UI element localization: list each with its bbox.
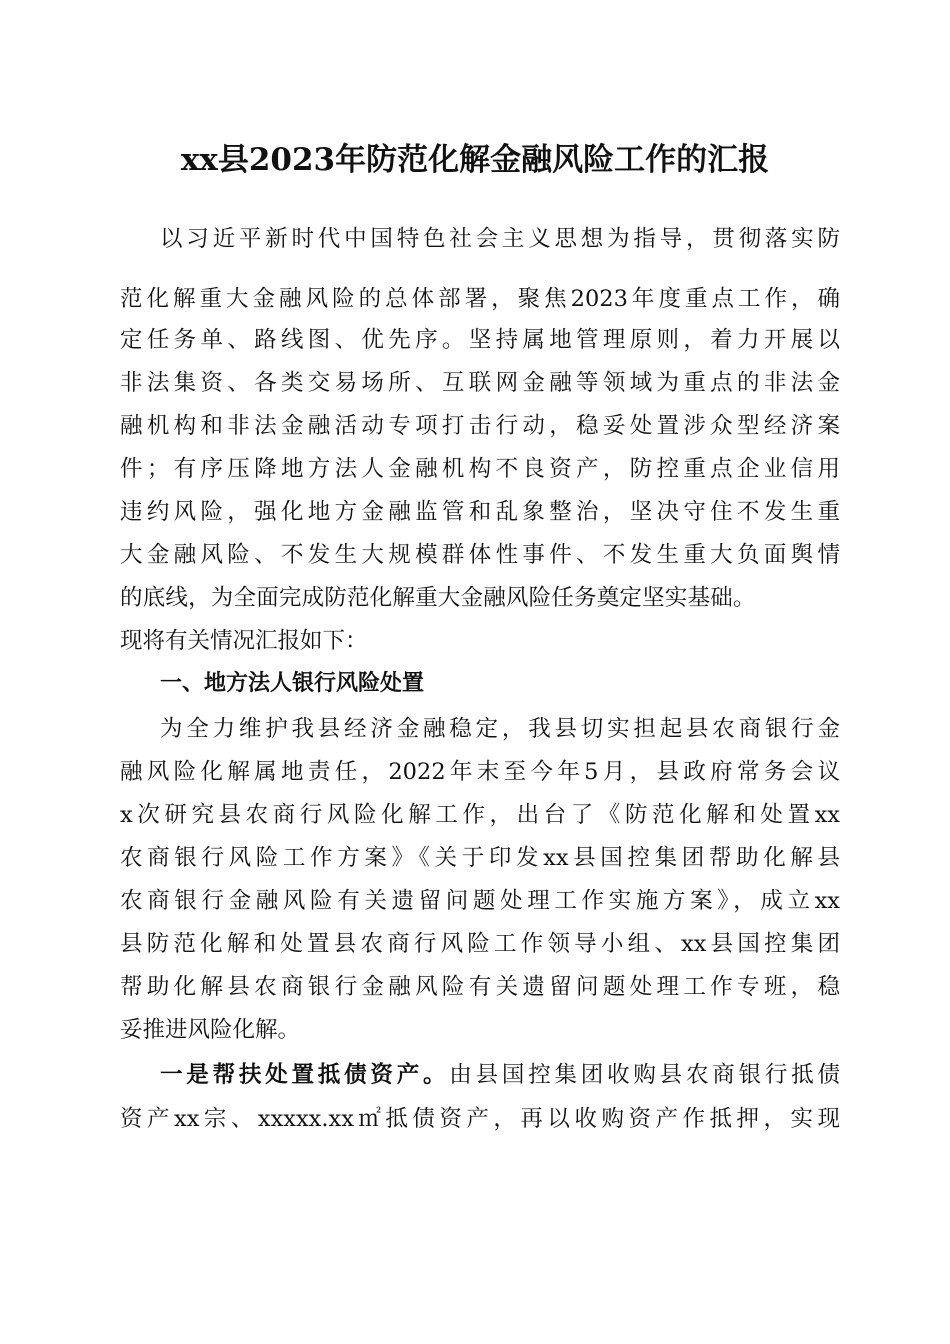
intro-line-10: 现将有关情况汇报如下：	[120, 628, 368, 654]
section1-line-5: 农商银行金融风险有关遗留问题处理工作实施方案》，成立xx	[120, 888, 840, 914]
section1-line-3: x次研究县农商行风险化解工作，出台了《防范化解和处置xx	[120, 802, 840, 828]
item1-first-rest: 由县国控集团收购县农商银行抵债	[449, 1062, 840, 1088]
section1-line-4: 农商银行风险工作方案》《关于印发xx县国控集团帮助化解县	[120, 845, 840, 871]
intro-line-4: 非法集资、各类交易场所、互联网金融等领域为重点的非法金	[120, 370, 840, 396]
intro-line-7: 违约风险，强化地方金融监管和乱象整治，坚决守住不发生重	[120, 499, 840, 525]
intro-line-2: 范化解重大金融风险的总体部署，聚焦2023年度重点工作，确	[120, 286, 840, 312]
section1-line-6: 县防范化解和处置县农商行风险工作领导小组、xx县国控集团	[120, 931, 840, 957]
section1-line-1: 为全力维护我县经济金融稳定，我县切实担起县农商银行金	[160, 716, 840, 742]
item1-lead: 一是帮扶处置抵债资产。	[160, 1062, 450, 1088]
intro-line-9: 的底线，为全面完成防范化解重大金融风险任务奠定坚实基础。	[120, 585, 756, 611]
section1-line-7: 帮助化解县农商银行金融风险有关遗留问题处理工作专班，稳	[120, 974, 840, 1000]
intro-line-8: 大金融风险、不发生大规模群体性事件、不发生重大负面舆情	[120, 542, 840, 568]
intro-line-5: 融机构和非法金融活动专项打击行动，稳妥处置涉众型经济案	[120, 413, 840, 439]
document-title: xx县2023年防范化解金融风险工作的汇报	[180, 142, 770, 178]
section1-line-2: 融风险化解属地责任，2022年末至今年5月，县政府常务会议	[120, 759, 840, 785]
section-heading: 一、地方法人银行风险处置	[160, 671, 425, 696]
intro-line-1: 以习近平新时代中国特色社会主义思想为指导，贯彻落实防	[160, 226, 840, 252]
item1-line-2: 资产xx宗、xxxxx.xx㎡抵债资产，再以收购资产作抵押，实现	[120, 1106, 840, 1132]
intro-line-6: 件；有序压降地方法人金融机构不良资产，防控重点企业信用	[120, 456, 840, 482]
intro-line-3: 定任务单、路线图、优先序。坚持属地管理原则，着力开展以	[120, 327, 840, 353]
section1-line-8: 妥推进风险化解。	[120, 1017, 301, 1043]
item1-line-1	[160, 1054, 840, 1097]
